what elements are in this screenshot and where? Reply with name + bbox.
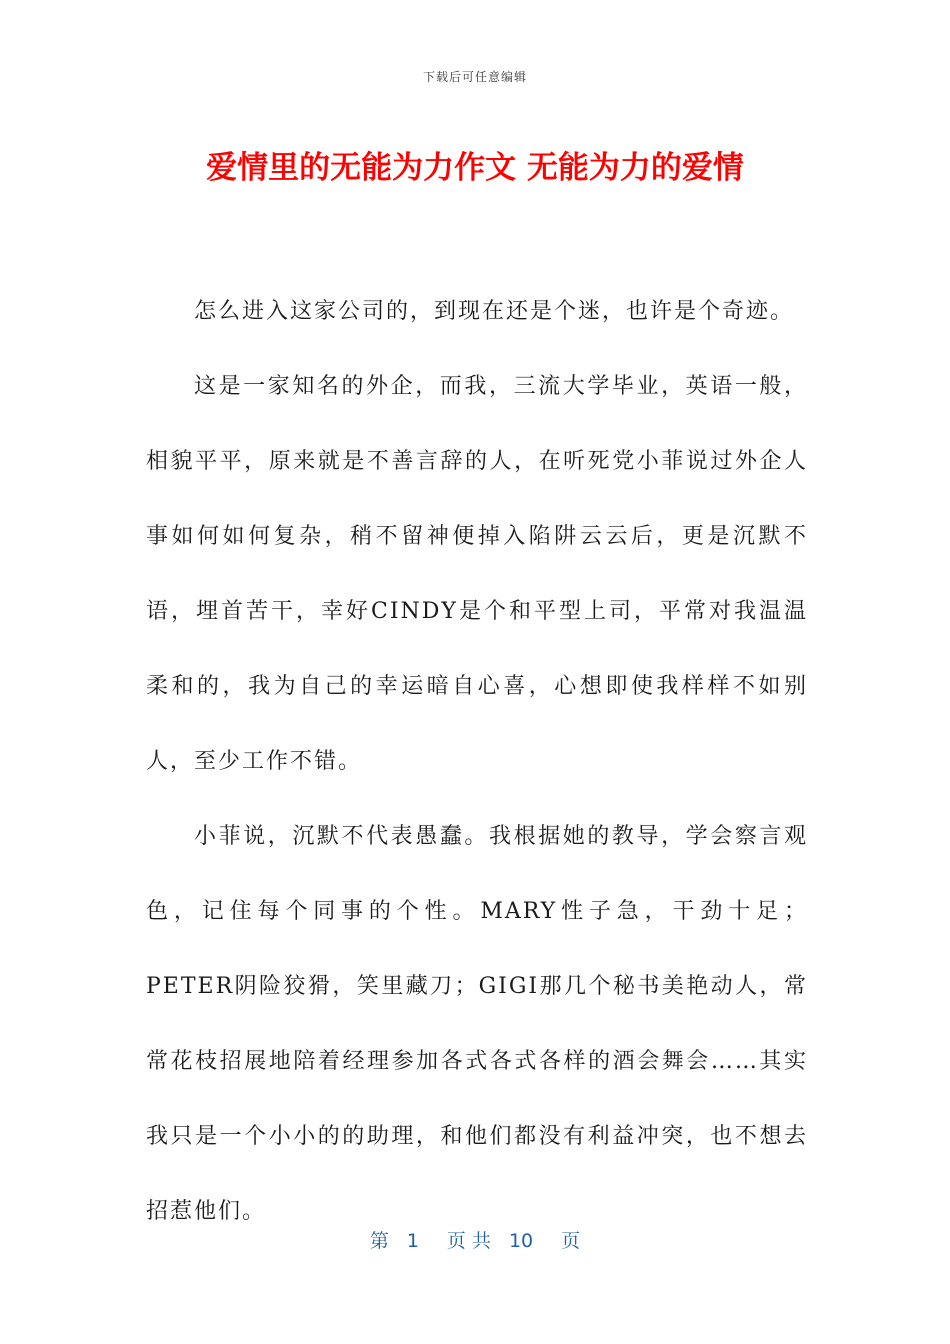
paragraph-3: 小菲说，沉默不代表愚蠢。我根据她的教导，学会察言观色，记住每个同事的个性。MARY性子急，干劲十足；PETER阴险狡猾，笑里藏刀；GIGI那几个秘书美艳动人，常常花枝招展地陪着经理参加各式各式各样的酒会舞会……其实我只是一个小小的的助理，和他们都没有利益冲突，也不想去招惹他们。 xyxy=(146,824,808,1224)
page-footer xyxy=(0,1226,950,1253)
header-note: 下载后可任意编辑 xyxy=(422,70,527,84)
footer-total-pages: 10 xyxy=(508,1230,534,1252)
footer-middle: 页 共 xyxy=(446,1230,491,1252)
footer-current-page: 1 xyxy=(406,1230,419,1252)
document-body xyxy=(146,274,808,1249)
footer-suffix: 页 xyxy=(561,1230,581,1252)
paragraph-1: 怎么进入这家公司的，到现在还是个迷，也许是个奇迹。 xyxy=(194,299,795,324)
document-title: 爱情里的无能为力作文 无能为力的爱情 xyxy=(206,150,744,186)
paragraph-2: 这是一家知名的外企，而我，三流大学毕业，英语一般，相貌平平，原来就是不善言辞的人，在听死党小菲说过外企人事如何如何复杂，稍不留神便掉入陷阱云云后，更是沉默不语，埋首苦干，幸好CINDY是个和平型上司，平常对我温温柔和的，我为自己的幸运暗自心喜，心想即使我样样不如别人，至少工作不错。 xyxy=(146,374,808,774)
footer-prefix: 第 xyxy=(369,1230,389,1252)
